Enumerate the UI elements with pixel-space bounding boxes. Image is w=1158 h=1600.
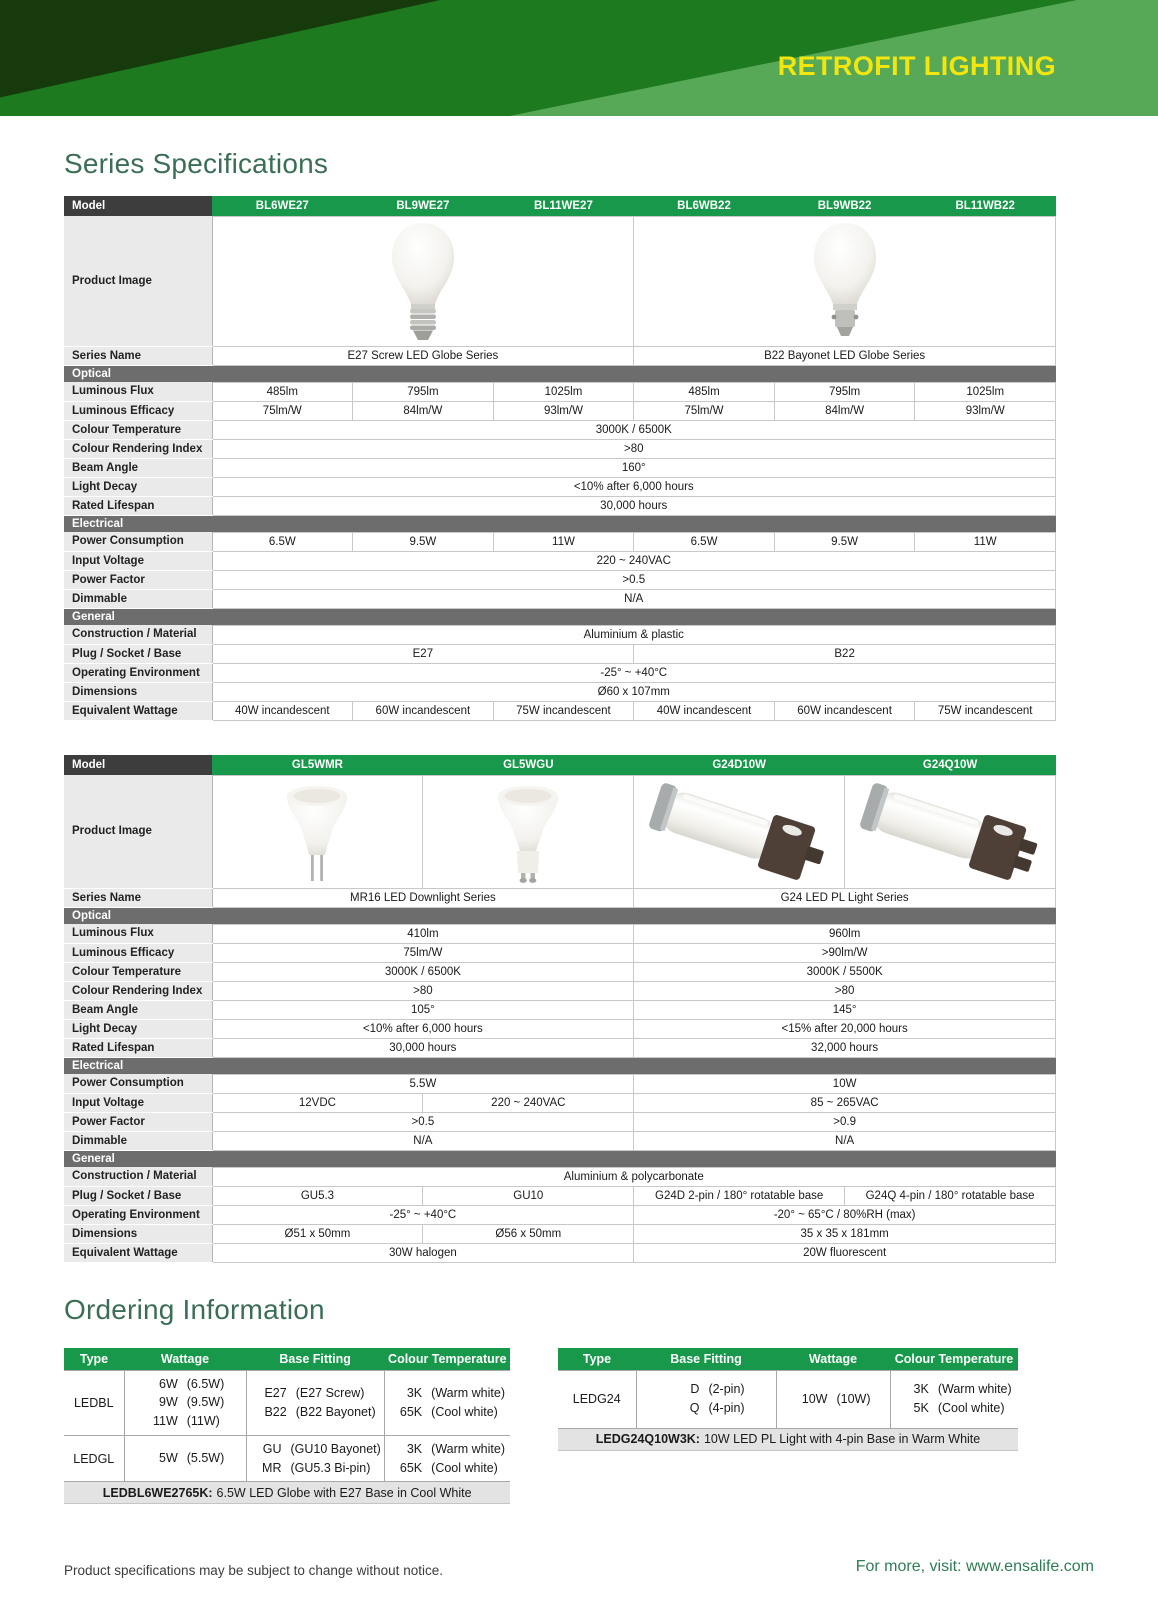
spec-row <box>64 1224 1056 1243</box>
spec-row <box>64 1243 1056 1262</box>
ordering-example-code: LEDG24Q10W3K: <box>595 1432 700 1446</box>
spec-label: Construction / Material <box>64 1167 212 1186</box>
section-label: Optical <box>64 365 1056 382</box>
product-image-cell <box>212 216 634 346</box>
spec-value: Ø60 x 107mm <box>212 682 1056 701</box>
option-line <box>390 1403 505 1422</box>
option-line <box>146 1375 225 1394</box>
ordering-column-header: Colour Temperature <box>384 1348 510 1370</box>
spec-label: Plug / Socket / Base <box>64 1186 212 1205</box>
spec-label: Beam Angle <box>64 458 212 477</box>
option-lines <box>250 1436 381 1482</box>
spec-value: GU10 <box>423 1186 634 1205</box>
model-name: GL5WGU <box>423 755 634 775</box>
option-description: (2-pin) <box>708 1382 745 1397</box>
spec-label: Colour Rendering Index <box>64 981 212 1000</box>
ordering-option-cell <box>384 1435 510 1482</box>
option-code: 3K <box>913 1382 929 1397</box>
ordering-header-row <box>558 1348 1018 1370</box>
spec-value: GU5.3 <box>212 1186 423 1205</box>
g24q-pl-lamp-image <box>854 782 1046 882</box>
spec-row <box>64 458 1056 477</box>
option-line <box>667 1399 744 1418</box>
spec-row <box>64 625 1056 644</box>
product-image-label: Product Image <box>64 775 212 888</box>
ordering-row <box>558 1370 1018 1428</box>
option-code: 9W <box>159 1395 178 1410</box>
spec-row <box>64 420 1056 439</box>
option-description: (10W) <box>836 1391 871 1406</box>
spec-value: N/A <box>212 1131 634 1150</box>
section-label: Electrical <box>64 515 1056 532</box>
spec-row <box>64 439 1056 458</box>
option-code: Q <box>689 1401 700 1415</box>
option-code: 3K <box>406 1385 423 1400</box>
ordering-row <box>64 1435 510 1482</box>
spec-value: E27 Screw LED Globe Series <box>212 346 634 365</box>
spec-row <box>64 701 1056 720</box>
option-line <box>146 1393 225 1412</box>
option-line <box>390 1384 505 1403</box>
option-description: (Warm white) <box>937 1382 1012 1397</box>
mr16-spotlight-bulb-image <box>275 781 359 883</box>
spec-label: Dimensions <box>64 682 212 701</box>
ordering-type-code: LEDGL <box>64 1435 124 1482</box>
option-code: 65K <box>399 1404 423 1419</box>
spec-row <box>64 401 1056 420</box>
option-lines <box>390 1380 505 1426</box>
product-image-row <box>64 216 1056 346</box>
ordering-example-row <box>64 1482 510 1504</box>
ordering-table-pl-container <box>558 1348 1018 1451</box>
ordering-option-cell <box>776 1370 890 1428</box>
section-label: General <box>64 1150 1056 1167</box>
ordering-option-cell <box>246 1370 384 1435</box>
option-description: (11W) <box>186 1414 220 1428</box>
spec-row <box>64 589 1056 608</box>
option-code: 5W <box>159 1451 178 1466</box>
spec-label: Dimmable <box>64 589 212 608</box>
spec-value: 93lm/W <box>493 401 634 420</box>
spec-value: Ø56 x 50mm <box>423 1224 634 1243</box>
spec-table-downlight-pl-series <box>64 755 1056 1263</box>
spec-row <box>64 682 1056 701</box>
model-name: GL5WMR <box>212 755 423 775</box>
option-code: 3K <box>406 1441 423 1456</box>
option-line <box>255 1384 376 1403</box>
option-code: MR <box>262 1460 282 1475</box>
spec-value: 32,000 hours <box>634 1038 1056 1057</box>
section-label: Electrical <box>64 1057 1056 1074</box>
ordering-option-cell <box>124 1370 246 1435</box>
option-code: GU <box>262 1441 282 1456</box>
spec-row <box>64 496 1056 515</box>
spec-value: 60W incandescent <box>774 701 915 720</box>
option-description: (5.5W) <box>186 1451 225 1466</box>
option-description: (Cool white) <box>937 1401 1005 1415</box>
spec-label: Colour Temperature <box>64 420 212 439</box>
option-lines <box>897 1376 1012 1422</box>
spec-row <box>64 663 1056 682</box>
spec-value: 75W incandescent <box>493 701 634 720</box>
option-lines <box>667 1376 744 1422</box>
option-lines <box>390 1436 505 1482</box>
spec-value: 105° <box>212 1000 634 1019</box>
spec-label: Input Voltage <box>64 1093 212 1112</box>
product-image-cell <box>634 216 1056 346</box>
section-label: Optical <box>64 907 1056 924</box>
ordering-header-row <box>64 1348 510 1370</box>
footer-website-link: For more, visit: www.ensalife.com <box>855 1558 1094 1575</box>
model-name: BL11WB22 <box>915 196 1056 216</box>
option-description: (GU10 Bayonet) <box>290 1441 381 1456</box>
spec-label: Power Factor <box>64 1112 212 1131</box>
spec-row <box>64 570 1056 589</box>
spec-value: >90lm/W <box>634 943 1056 962</box>
option-line <box>146 1449 225 1468</box>
spec-value: 220 ~ 240VAC <box>212 551 1056 570</box>
ordering-type-code: LEDG24 <box>558 1370 636 1428</box>
spec-row <box>64 644 1056 663</box>
spec-value: 75lm/W <box>212 401 353 420</box>
spec-value: 1025lm <box>915 382 1056 401</box>
spec-value: Aluminium & polycarbonate <box>212 1167 1056 1186</box>
model-header-row <box>64 755 1056 775</box>
option-code: D <box>690 1382 700 1397</box>
spec-value: 75W incandescent <box>915 701 1056 720</box>
ordering-option-cell <box>636 1370 776 1428</box>
spec-value: <10% after 6,000 hours <box>212 1019 634 1038</box>
ordering-table-left <box>64 1348 510 1504</box>
spec-label: Equivalent Wattage <box>64 701 212 720</box>
spec-value: E27 <box>212 644 634 663</box>
spec-row <box>64 1019 1056 1038</box>
option-description: (Cool white) <box>431 1404 498 1419</box>
spec-value: 485lm <box>634 382 775 401</box>
series-specifications-heading: Series Specifications <box>64 148 329 179</box>
option-code: 6W <box>159 1376 178 1391</box>
section-header-row <box>64 515 1056 532</box>
b22-bayonet-globe-bulb-image <box>805 220 885 342</box>
spec-row <box>64 1038 1056 1057</box>
spec-row <box>64 962 1056 981</box>
spec-value: G24Q 4-pin / 180° rotatable base <box>845 1186 1056 1205</box>
option-lines <box>255 1380 376 1426</box>
spec-value: >0.9 <box>634 1112 1056 1131</box>
spec-row <box>64 888 1056 907</box>
ordering-column-header: Type <box>64 1348 124 1370</box>
spec-label: Operating Environment <box>64 663 212 682</box>
option-line <box>390 1459 505 1478</box>
spec-label: Power Consumption <box>64 1074 212 1093</box>
section-header-row <box>64 1150 1056 1167</box>
option-description: (Cool white) <box>431 1460 498 1475</box>
spec-row <box>64 1186 1056 1205</box>
spec-label: Luminous Efficacy <box>64 401 212 420</box>
spec-label: Dimensions <box>64 1224 212 1243</box>
spec-label: Luminous Efficacy <box>64 943 212 962</box>
spec-value: 5.5W <box>212 1074 634 1093</box>
ordering-column-header: Type <box>558 1348 636 1370</box>
section-header-row <box>64 1057 1056 1074</box>
spec-value: 11W <box>493 532 634 551</box>
globe-series-spec-table-container <box>64 196 1056 721</box>
option-description: (Warm white) <box>431 1385 505 1400</box>
spec-label: Rated Lifespan <box>64 496 212 515</box>
ordering-row <box>64 1370 510 1435</box>
model-name: G24D10W <box>634 755 845 775</box>
model-name: BL6WE27 <box>212 196 353 216</box>
spec-value: 93lm/W <box>915 401 1056 420</box>
option-line <box>795 1390 870 1409</box>
spec-row <box>64 1205 1056 1224</box>
model-name: BL9WE27 <box>353 196 494 216</box>
spec-value: 9.5W <box>353 532 494 551</box>
section-header-row <box>64 608 1056 625</box>
option-line <box>897 1399 1012 1418</box>
spec-value: 220 ~ 240VAC <box>423 1093 634 1112</box>
spec-value: Aluminium & plastic <box>212 625 1056 644</box>
page-banner <box>0 0 1158 116</box>
spec-label: Plug / Socket / Base <box>64 644 212 663</box>
spec-value: 410lm <box>212 924 634 943</box>
ordering-column-header: Colour Temperature <box>890 1348 1018 1370</box>
spec-value: 60W incandescent <box>353 701 494 720</box>
spec-row <box>64 943 1056 962</box>
spec-value: >80 <box>212 981 634 1000</box>
option-line <box>667 1380 744 1399</box>
spec-row <box>64 346 1056 365</box>
ordering-option-cell <box>384 1370 510 1435</box>
option-code: B22 <box>264 1404 287 1419</box>
spec-value: 6.5W <box>634 532 775 551</box>
model-name: BL11WE27 <box>493 196 634 216</box>
ordering-table-globe-downlight-container <box>64 1348 510 1504</box>
ordering-column-header: Base Fitting <box>246 1348 384 1370</box>
ordering-example <box>558 1428 1018 1450</box>
spec-value: B22 Bayonet LED Globe Series <box>634 346 1056 365</box>
spec-value: 75lm/W <box>634 401 775 420</box>
spec-label: Construction / Material <box>64 625 212 644</box>
option-line <box>255 1403 376 1422</box>
spec-value: 75lm/W <box>212 943 634 962</box>
spec-value: 30W halogen <box>212 1243 634 1262</box>
spec-label: Operating Environment <box>64 1205 212 1224</box>
spec-value: 3000K / 6500K <box>212 420 1056 439</box>
spec-value: 795lm <box>774 382 915 401</box>
product-image-cell <box>423 775 634 888</box>
ordering-type-code: LEDBL <box>64 1370 124 1435</box>
spec-value: >0.5 <box>212 570 1056 589</box>
spec-value: 10W <box>634 1074 1056 1093</box>
ordering-example-text: 10W LED PL Light with 4-pin Base in Warm White <box>703 1432 981 1446</box>
product-image-cell <box>634 775 845 888</box>
section-header-row <box>64 365 1056 382</box>
ordering-information-heading: Ordering Information <box>64 1294 325 1325</box>
spec-value: >0.5 <box>212 1112 634 1131</box>
gu10-spotlight-bulb-image <box>486 781 570 883</box>
spec-value: 6.5W <box>212 532 353 551</box>
spec-value: 84lm/W <box>353 401 494 420</box>
ordering-example-text: 6.5W LED Globe with E27 Base in Cool White <box>216 1485 472 1500</box>
spec-value: <10% after 6,000 hours <box>212 477 1056 496</box>
option-line <box>146 1412 225 1431</box>
option-line <box>897 1380 1012 1399</box>
spec-label: Beam Angle <box>64 1000 212 1019</box>
spec-value: >80 <box>634 981 1056 1000</box>
spec-value: 485lm <box>212 382 353 401</box>
ordering-example <box>64 1482 510 1504</box>
product-image-label: Product Image <box>64 216 212 346</box>
spec-value: 160° <box>212 458 1056 477</box>
spec-row <box>64 1074 1056 1093</box>
spec-label: Dimmable <box>64 1131 212 1150</box>
spec-row <box>64 1000 1056 1019</box>
spec-value: >80 <box>212 439 1056 458</box>
option-line <box>250 1440 381 1459</box>
option-description: (GU5.3 Bi-pin) <box>290 1460 371 1475</box>
option-description: (E27 Screw) <box>295 1385 365 1400</box>
spec-row <box>64 551 1056 570</box>
spec-value: B22 <box>634 644 1056 663</box>
model-header-label: Model <box>64 755 212 775</box>
spec-value: 960lm <box>634 924 1056 943</box>
footer-disclaimer: Product specifications may be subject to change without notice. <box>64 1563 443 1578</box>
option-code: 11W <box>152 1414 178 1428</box>
option-description: (Warm white) <box>431 1441 505 1456</box>
ordering-column-header: Wattage <box>776 1348 890 1370</box>
spec-row <box>64 382 1056 401</box>
option-lines <box>146 1371 225 1435</box>
spec-value: -25° ~ +40°C <box>212 1205 634 1224</box>
spec-label: Power Factor <box>64 570 212 589</box>
spec-label: Light Decay <box>64 477 212 496</box>
spec-label: Rated Lifespan <box>64 1038 212 1057</box>
option-line <box>390 1440 505 1459</box>
spec-value: N/A <box>212 589 1056 608</box>
spec-label: Power Consumption <box>64 532 212 551</box>
model-header-label: Model <box>64 196 212 216</box>
spec-value: 12VDC <box>212 1093 423 1112</box>
spec-table-globe-series <box>64 196 1056 721</box>
spec-value: <15% after 20,000 hours <box>634 1019 1056 1038</box>
option-description: (9.5W) <box>186 1395 225 1410</box>
section-header-row <box>64 907 1056 924</box>
ordering-column-header: Wattage <box>124 1348 246 1370</box>
spec-value: 1025lm <box>493 382 634 401</box>
spec-value: 795lm <box>353 382 494 401</box>
spec-label: Luminous Flux <box>64 382 212 401</box>
spec-value: 30,000 hours <box>212 1038 634 1057</box>
model-name: BL6WB22 <box>634 196 775 216</box>
option-description: (4-pin) <box>708 1401 745 1415</box>
spec-label: Luminous Flux <box>64 924 212 943</box>
spec-label: Series Name <box>64 346 212 365</box>
model-header-row <box>64 196 1056 216</box>
ordering-table-right <box>558 1348 1018 1451</box>
option-description: (6.5W) <box>186 1376 225 1391</box>
spec-value: 30,000 hours <box>212 496 1056 515</box>
spec-label: Equivalent Wattage <box>64 1243 212 1262</box>
model-name: G24Q10W <box>845 755 1056 775</box>
option-code: E27 <box>264 1385 287 1400</box>
spec-value: 20W fluorescent <box>634 1243 1056 1262</box>
spec-row <box>64 1093 1056 1112</box>
option-code: 5K <box>913 1401 929 1415</box>
spec-value: 85 ~ 265VAC <box>634 1093 1056 1112</box>
ordering-example-code: LEDBL6WE2765K: <box>102 1485 213 1500</box>
spec-value: -20° ~ 65°C / 80%RH (max) <box>634 1205 1056 1224</box>
downlight-pl-spec-table-container <box>64 755 1056 1263</box>
spec-label: Colour Rendering Index <box>64 439 212 458</box>
spec-row <box>64 924 1056 943</box>
e27-screw-globe-bulb-image <box>383 220 463 342</box>
ordering-example-row <box>558 1428 1018 1450</box>
ordering-column-header: Base Fitting <box>636 1348 776 1370</box>
ordering-option-cell <box>890 1370 1018 1428</box>
spec-row <box>64 1167 1056 1186</box>
spec-row <box>64 1112 1056 1131</box>
spec-row <box>64 532 1056 551</box>
spec-value: 40W incandescent <box>634 701 775 720</box>
spec-row <box>64 477 1056 496</box>
ordering-option-cell <box>246 1435 384 1482</box>
spec-value: G24 LED PL Light Series <box>634 888 1056 907</box>
spec-value: 3000K / 6500K <box>212 962 634 981</box>
spec-row <box>64 1131 1056 1150</box>
option-code: 10W <box>801 1391 828 1406</box>
spec-value: N/A <box>634 1131 1056 1150</box>
spec-value: -25° ~ +40°C <box>212 663 1056 682</box>
spec-label: Light Decay <box>64 1019 212 1038</box>
spec-value: 84lm/W <box>774 401 915 420</box>
spec-value: MR16 LED Downlight Series <box>212 888 634 907</box>
model-name: BL9WB22 <box>774 196 915 216</box>
spec-value: 3000K / 5500K <box>634 962 1056 981</box>
option-lines <box>795 1386 870 1413</box>
g24d-pl-lamp-image <box>643 782 835 882</box>
spec-value: 35 x 35 x 181mm <box>634 1224 1056 1243</box>
spec-value: 9.5W <box>774 532 915 551</box>
spec-label: Input Voltage <box>64 551 212 570</box>
section-label: General <box>64 608 1056 625</box>
product-image-cell <box>845 775 1056 888</box>
spec-label: Series Name <box>64 888 212 907</box>
option-lines <box>146 1445 225 1472</box>
product-image-cell <box>212 775 423 888</box>
option-line <box>250 1459 381 1478</box>
spec-value: 145° <box>634 1000 1056 1019</box>
spec-value: 11W <box>915 532 1056 551</box>
option-code: 65K <box>399 1460 423 1475</box>
option-description: (B22 Bayonet) <box>295 1404 376 1419</box>
spec-value: 40W incandescent <box>212 701 353 720</box>
product-image-row <box>64 775 1056 888</box>
spec-value: G24D 2-pin / 180° rotatable base <box>634 1186 845 1205</box>
ordering-option-cell <box>124 1435 246 1482</box>
spec-row <box>64 981 1056 1000</box>
spec-label: Colour Temperature <box>64 962 212 981</box>
spec-value: Ø51 x 50mm <box>212 1224 423 1243</box>
banner-title: RETROFIT LIGHTING <box>777 51 1056 81</box>
